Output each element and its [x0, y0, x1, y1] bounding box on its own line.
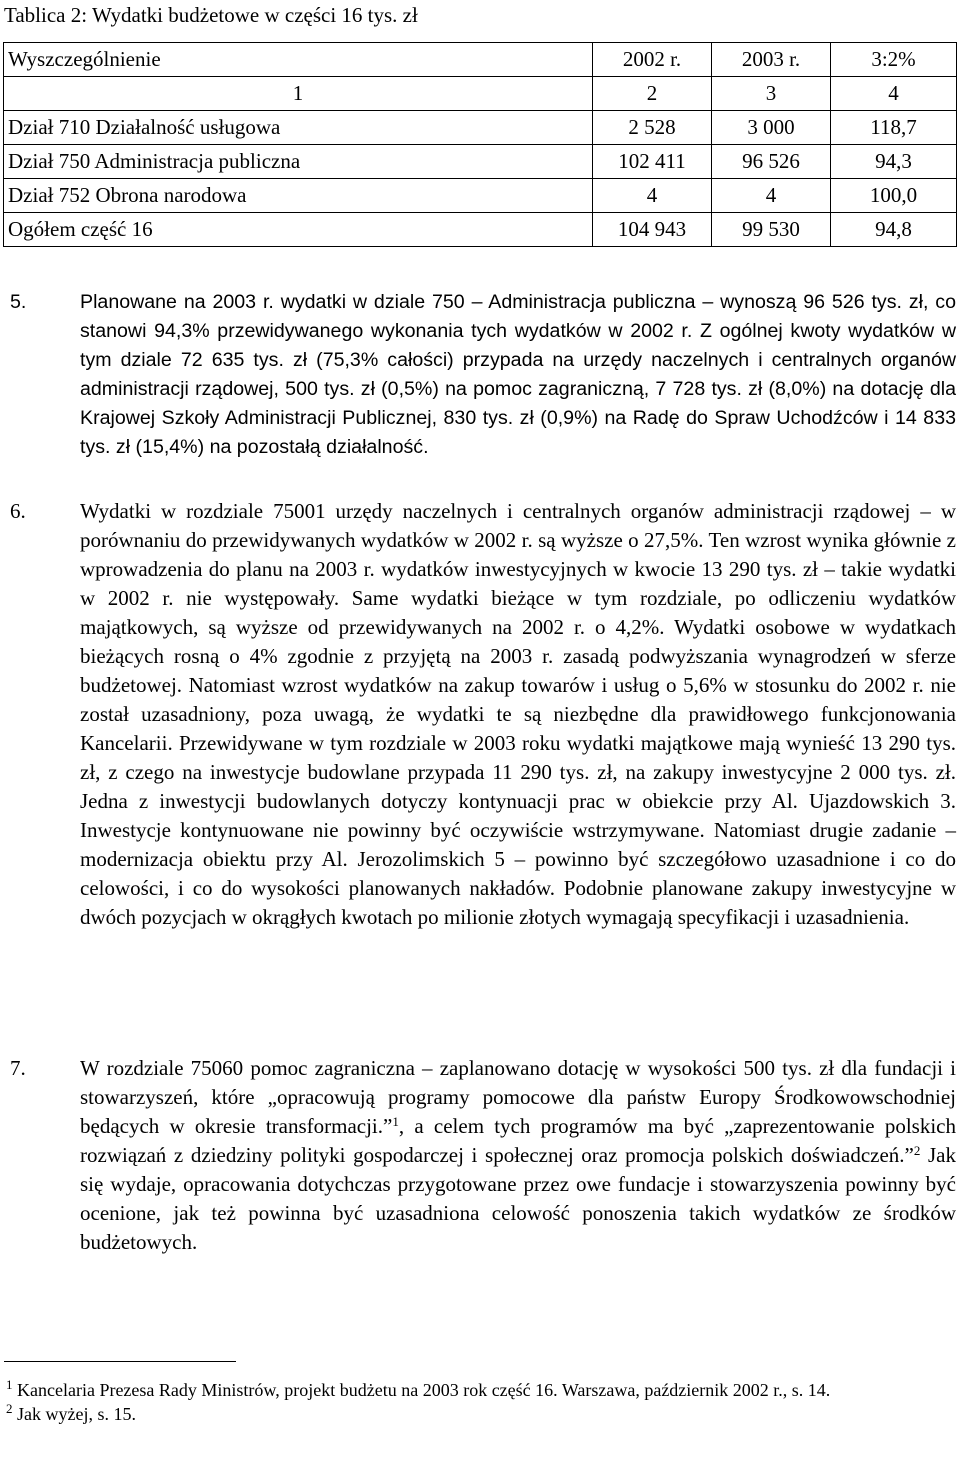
table-row [4, 111, 957, 145]
footnote-text: Jak wyżej, s. 15. [12, 1404, 136, 1424]
table-cell: 99 530 [712, 213, 831, 247]
table-cell: 118,7 [831, 111, 957, 145]
paragraph-text-part: , a celem tych programów ma być „zaprezentowanie polskich rozwiązań z dziedziny polityki gospodarczej i społecznej oraz promocja polskich doświadczeń.” [80, 1114, 956, 1167]
paragraph-number: 5. [10, 291, 27, 313]
footnote-marker: 2 [6, 1401, 13, 1416]
footnotes [6, 1378, 956, 1426]
footnote-text: Kancelaria Prezesa Rady Ministrów, projekt budżetu na 2003 rok część 16. Warszawa, październik 2002 r., s. 14. [12, 1380, 831, 1400]
table-cell: 3 000 [712, 111, 831, 145]
paragraph-7 [10, 1054, 956, 1257]
table-cell: Ogółem część 16 [4, 213, 593, 247]
table-cell: Dział 710 Działalność usługowa [4, 111, 593, 145]
table-cell: 4 [712, 179, 831, 213]
paragraph-text-part: W rozdziale 75060 pomoc zagraniczna – zaplanowano dotację w wysokości 500 tys. zł dla fundacji i stowarzyszeń, które „opracowują programy pomocowe dla państw Europy Środkowowschodniej będących w okresie transformacji.” [80, 1056, 956, 1138]
table-row [4, 145, 957, 179]
column-number-cell: 2 [593, 77, 712, 111]
paragraph-6 [10, 497, 956, 932]
footnote-2 [6, 1402, 956, 1426]
paragraph-5 [10, 288, 956, 462]
header-cell: 2002 r. [593, 43, 712, 77]
table-cell: 100,0 [831, 179, 957, 213]
table-cell: 96 526 [712, 145, 831, 179]
header-cell: Wyszczególnienie [4, 43, 593, 77]
table-total-row [4, 213, 957, 247]
column-number-cell: 4 [831, 77, 957, 111]
table-cell: 102 411 [593, 145, 712, 179]
column-number-cell: 1 [4, 77, 593, 111]
header-cell: 3:2% [831, 43, 957, 77]
table-cell: Dział 750 Administracja publiczna [4, 145, 593, 179]
paragraph-number: 6. [10, 499, 26, 523]
table-cell: Dział 752 Obrona narodowa [4, 179, 593, 213]
paragraph-text: Wydatki w rozdziale 75001 urzędy naczelnych i centralnych organów administracji rządowej – w porównaniu do przewidywanych wydatków w 2002 r. są wyższe o 27,5%. Ten wzrost wynika głównie z wprowadzenia do planu na 2003 r. wydatków inwestycyjnych w kwocie 13 290 tys. zł – takie wydatki w 2002 r. nie występowały. Same wydatki bieżące w tym rozdziale, po odliczeniu wydatków majątkowych, są wyższe od przewidywanych na 2002 r. o 4,2%. Wydatki osobowe w wydatkach bieżących rosną o 4% zgodnie z przyjętą na 2003 r. zasadą podwyższania wynagrodzeń w sferze budżetowej. Natomiast wzrost wydatków na zakup towarów i usług o 5,6% w stosunku do 2002 r. nie został uzasadniony, poza uwagą, że wydatki te są niezbędne dla prawidłowego funkcjonowania Kancelarii. Przewidywane w tym rozdziale w 2003 roku wydatki majątkowe mają wynieść 13 290 tys. zł, z czego na inwestycje budowlane przypada 11 290 tys. zł, na zakupy inwestycyjne 2 000 tys. zł. Jedna z inwestycji budowlanych dotyczy kontynuacji prac w obiekcie przy Al. Ujazdowskich 3. Inwestycje kontynuowane nie powinny być oczywiście wstrzymywane. Natomiast drugie zadanie – modernizacja obiektu przy Al. Jerozolimskich 5 – powinno być szczegółowo uzasadnione i co do celowości, i co do wysokości planowanych nakładów. Podobnie planowane zakupy inwestycyjne w dwóch pozycjach w okrągłych kwotach po milionie złotych wymagają specyfikacji i uzasadnienia. [80, 499, 956, 929]
table-cell: 94,8 [831, 213, 957, 247]
paragraph-text [80, 1054, 956, 1257]
paragraph-text: Planowane na 2003 r. wydatki w dziale 750 – Administracja publiczna – wynoszą 96 526 tys. zł, co stanowi 94,3% przewidywanego wykonania tych wydatków w 2002 r. Z ogólnej kwoty wydatków w tym dziale 72 635 tys. zł (75,3% całości) przypada na urzędy naczelnych i centralnych organów administracji rządowej, 500 tys. zł (0,5%) na pomoc zagraniczną, 7 728 tys. zł (8,0%) na dotację dla Krajowej Szkoły Administracji Publicznej, 830 tys. zł (0,9%) na Radę do Spraw Uchodźców i 14 833 tys. zł (15,4%) na pozostałą działalność. [80, 291, 956, 458]
table-cell: 94,3 [831, 145, 957, 179]
table-row [4, 179, 957, 213]
footnote-ref-2: 2 [913, 1143, 921, 1158]
table-cell: 4 [593, 179, 712, 213]
budget-table [3, 42, 957, 247]
table-cell: 2 528 [593, 111, 712, 145]
footnote-divider [4, 1361, 236, 1362]
paragraph-text-part: Jak się wydaje, opracowania dotychczas przygotowane przez owe fundacje i stowarzyszenia powinny być ocenione, jak też powinna być uzasadniona celowość ponoszenia takich wydatków ze środków budżetowych. [80, 1143, 956, 1254]
column-number-cell: 3 [712, 77, 831, 111]
table-cell: 104 943 [593, 213, 712, 247]
footnote-marker: 1 [6, 1377, 13, 1392]
paragraph-number: 7. [10, 1056, 26, 1080]
table-header-row [4, 43, 957, 77]
footnote-ref-1: 1 [392, 1114, 399, 1129]
column-number-row [4, 77, 957, 111]
table-caption: Tablica 2: Wydatki budżetowe w części 16 tys. zł [4, 3, 418, 27]
header-cell: 2003 r. [712, 43, 831, 77]
footnote-1 [6, 1378, 956, 1402]
